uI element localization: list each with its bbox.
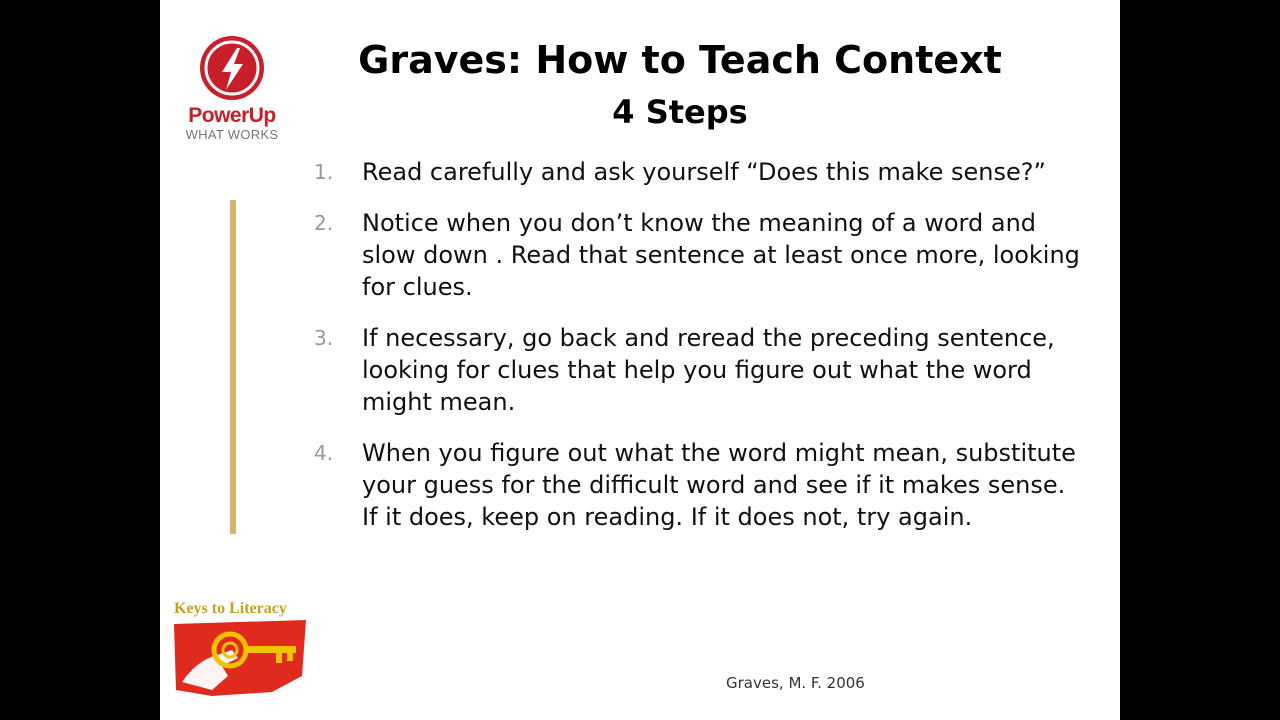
step-number: 4. (314, 441, 334, 465)
slide-subtitle: 4 Steps (612, 93, 748, 131)
keys-to-literacy-logo (172, 596, 320, 700)
step-number: 3. (314, 326, 334, 350)
list-item (310, 322, 1080, 418)
list-item (310, 156, 1080, 188)
brand-name: PowerUp (188, 104, 276, 127)
slide-title: Graves: How to Teach Context (358, 38, 1002, 82)
step-text: Read carefully and ask yourself “Does this make sense?” (362, 158, 1046, 186)
step-number: 1. (314, 160, 334, 184)
step-text: If necessary, go back and reread the preceding sentence, looking for clues that help you figure out what the word might mean. (362, 324, 1055, 416)
step-text: When you figure out what the word might mean, substitute your guess for the difficult word and see if it makes sense. If it does, keep on reading. If it does not, try again. (362, 439, 1076, 531)
list-item (310, 207, 1080, 303)
citation: Graves, M. F. 2006 (726, 674, 865, 692)
step-text: Notice when you don’t know the meaning of a word and slow down . Read that sentence at least once more, looking for clues. (362, 209, 1080, 301)
brand-block (176, 104, 288, 142)
powerup-logo (200, 36, 264, 100)
vertical-divider (230, 200, 236, 534)
keys-to-literacy-text: Keys to Literacy (174, 600, 287, 617)
lightning-bolt-icon (200, 36, 264, 100)
slide (160, 0, 1120, 720)
brand-tagline: WHAT WORKS (185, 127, 279, 142)
key-hand-icon (172, 620, 312, 696)
steps-list (310, 156, 1080, 552)
step-number: 2. (314, 211, 334, 235)
list-item (310, 437, 1080, 533)
